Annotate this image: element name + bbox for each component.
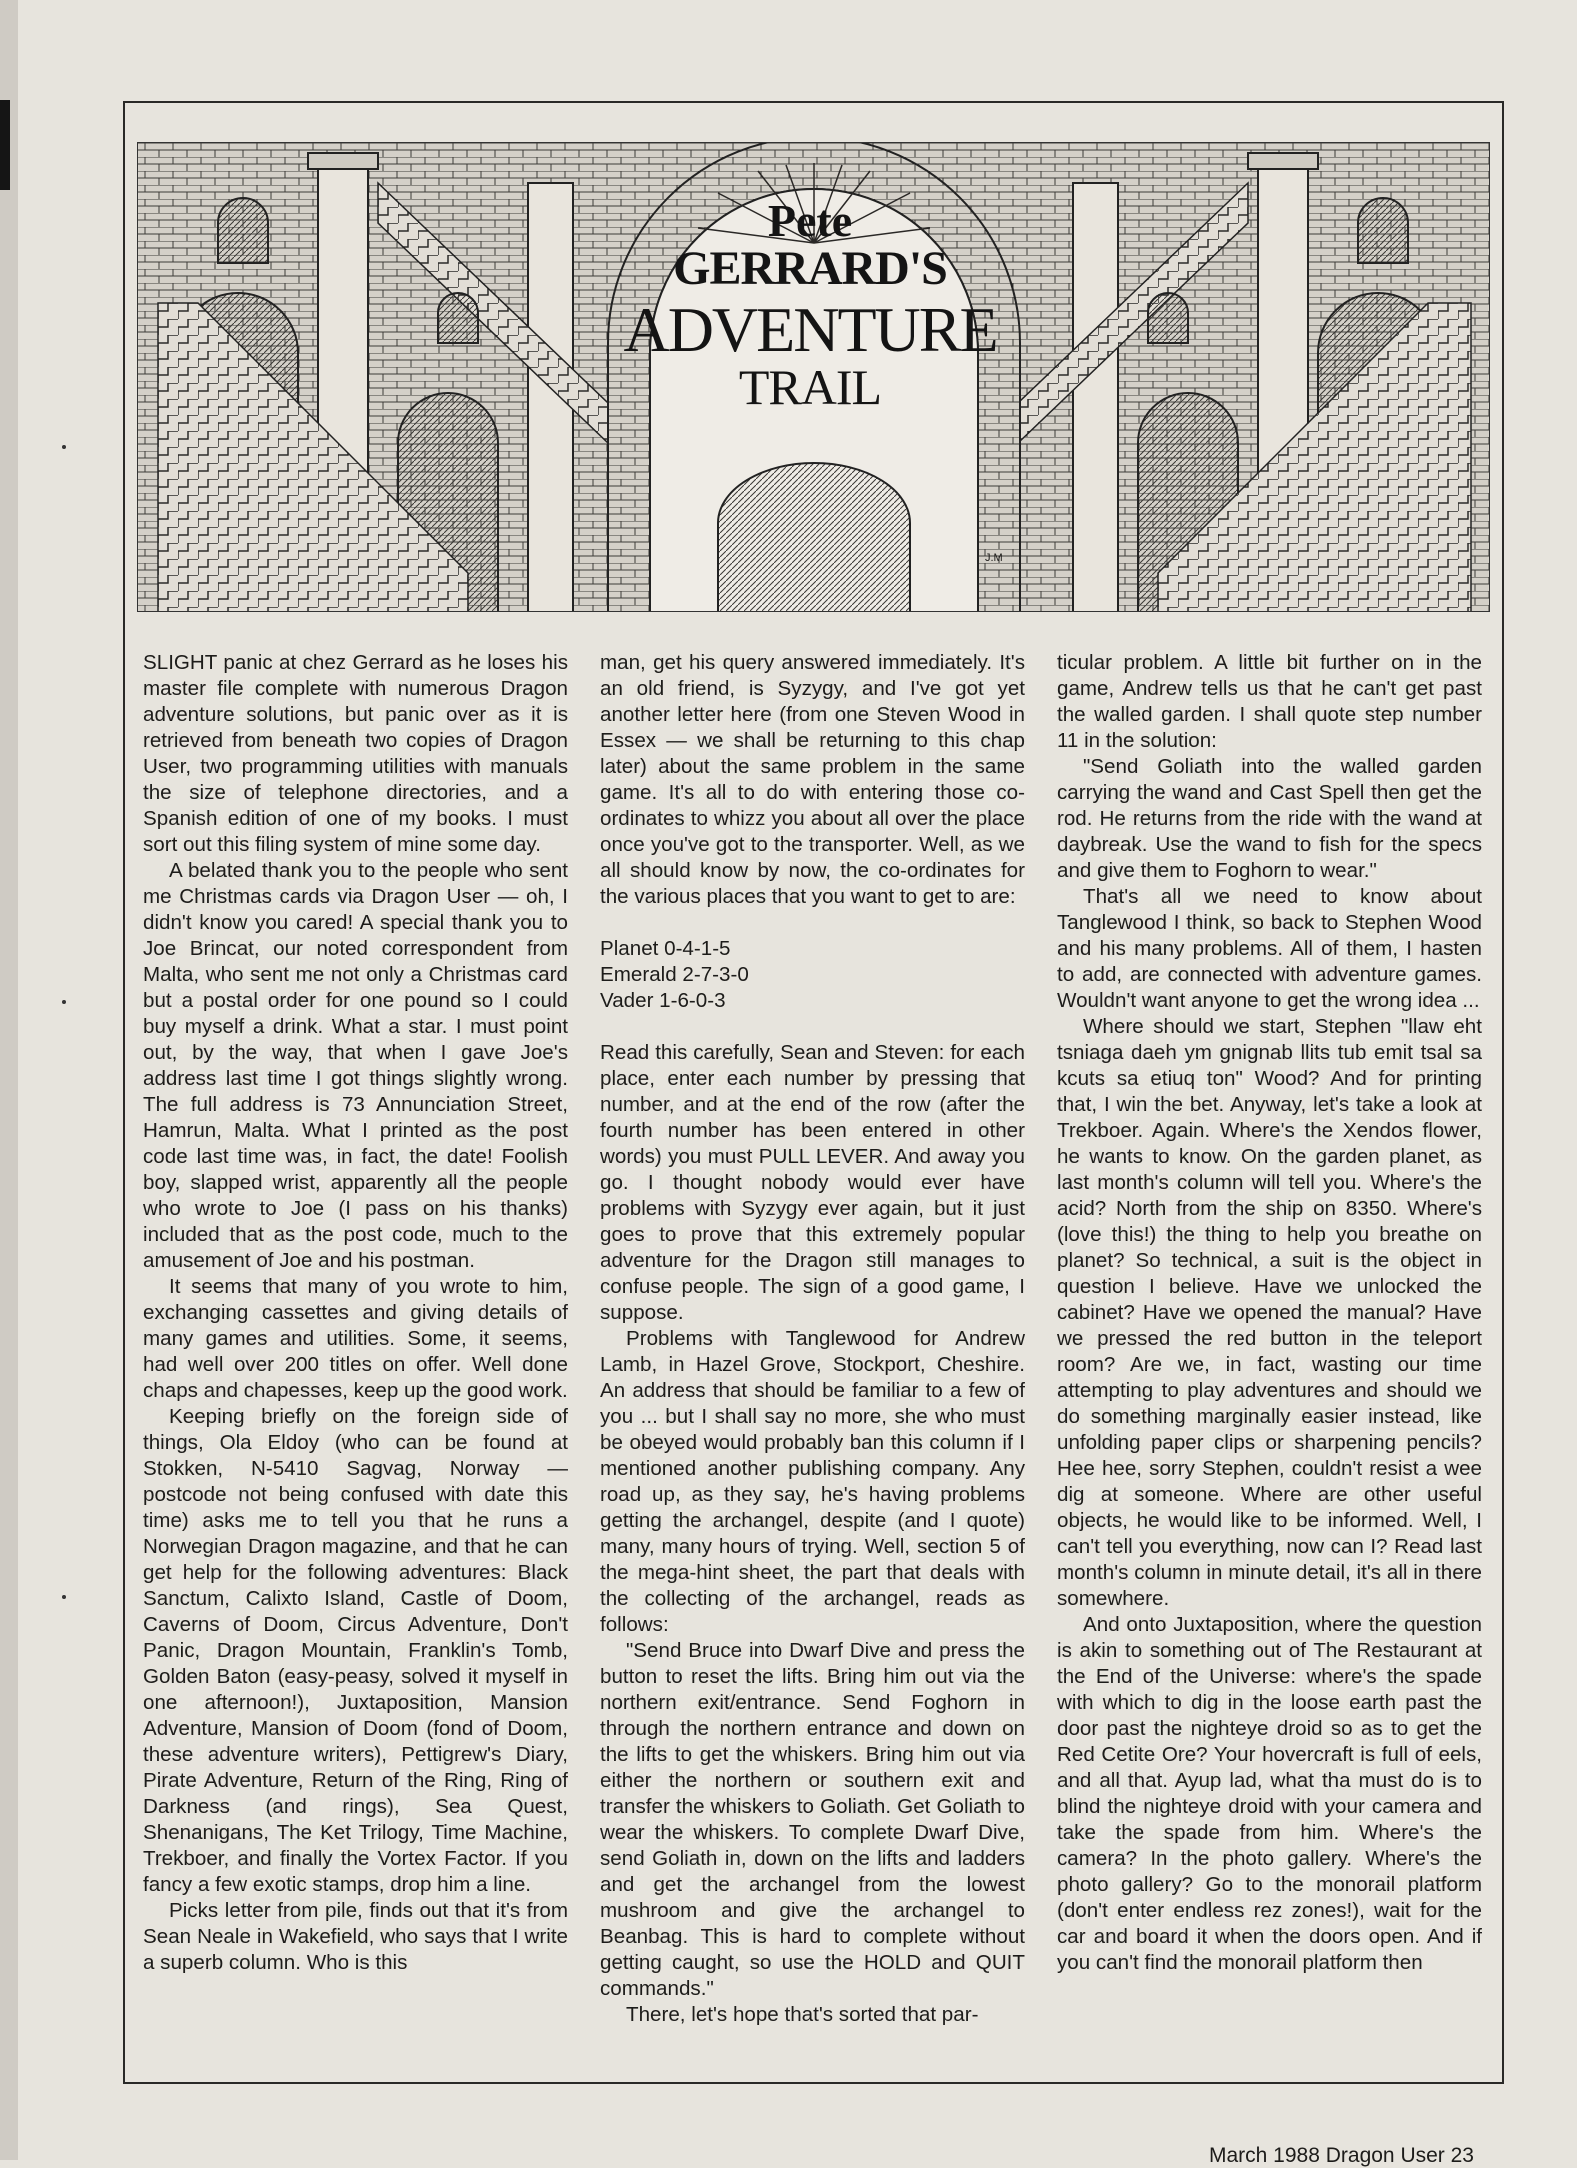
paragraph: SLIGHT panic at chez Gerrard as he loses his master file complete with numerous Dragon adventure solutions, but panic over as it is retrieved from beneath two copies of Dragon User, two programming utilities with manuals the size of telephone directories, and a Spanish edition of one of my books. I must sort out this filing system of mine some day.	[143, 651, 568, 856]
text-column-1	[143, 650, 568, 2075]
quote-paragraph: "Send Bruce into Dwarf Dive and press the button to reset the lifts. Bring him out via the northern exit/entrance. Send Foghorn in through the northern entrance and down on the lifts to get the whiskers. Bring him out via either the northern or southern exit and transfer the whiskers to Goliath. Get Goliath to wear the whiskers. To complete Dwarf Dive, send Goliath in, down on the lifts and ladders and get the archangel from the lowest mushroom and give the archangel to Beanbag. This is hard to complete without getting caught, so use the HOLD and QUIT commands."	[600, 1639, 1025, 2000]
margin-mark	[62, 1000, 66, 1004]
binding-tab	[0, 100, 10, 190]
title-trail: TRAIL	[738, 359, 882, 416]
margin-mark	[62, 1595, 66, 1599]
coordinate-line: Emerald 2-7-3-0	[600, 963, 749, 986]
paragraph: ticular problem. A little bit further on in the game, Andrew tells us that he can't get past the walled garden. I shall quote step number 11 in the solution:	[1057, 651, 1482, 752]
column-title	[600, 180, 1020, 440]
paragraph: Read this carefully, Sean and Steven: for each place, enter each number by pressing that number, and at the end of the row (after the fourth number has been entered in other words) you must PULL LEVER. And away you go. I thought nobody would ever have problems with Syzygy ever again, but it just goes to prove that this extremely popular adventure for the Dragon still manages to confuse people. The sign of a good game, I suppose.	[600, 1041, 1025, 1324]
text-column-3	[1057, 650, 1482, 2075]
title-author-first: Pete	[767, 195, 853, 246]
quote-paragraph: "Send Goliath into the walled garden carrying the wand and Cast Spell then get the rod. He returns from the ride with the wand at daybreak. Use the wand to fish for the specs and give them to Foghorn to wear."	[1057, 755, 1482, 882]
paragraph: Picks letter from pile, finds out that it's from Sean Neale in Wakefield, who says that I write a superb column. Who is this	[143, 1899, 568, 1974]
paragraph: Problems with Tanglewood for Andrew Lamb, in Hazel Grove, Stockport, Cheshire. An address that should be familiar to a few of you ... but I shall say no more, she who must be obeyed would probably ban this column if I mentioned another publishing company. Any road up, as they say, he's having problems getting the archangel, despite (and I quote) many, many hours of trying. Well, section 5 of the mega-hint sheet, the part that deals with the collecting of the archangel, reads as follows:	[600, 1327, 1025, 1636]
margin-mark	[62, 445, 66, 449]
paragraph: Where should we start, Stephen "llaw eht tsniaga daeh ym gnignab llits tub emit tsal sa kcuts sa etiuq ton" Wood? And for printing that, I win the bet. Anyway, let's take a look at Trekboer. Again. Where's the Xendos flower, he wants to know. On the garden planet, as last month's column will tell you. Where's the acid? North from the ship on 8350. Where's (love this!) the thing to help you breathe on planet? So technical, a suit is the object in question I believe. Have we unlocked the cabinet? Have we opened the manual? Have we pressed the red button in the teleport room? Are we, in fact, wasting our time attempting to play adventures and should we do something marginally easier instead, like unfolding paper clips or sharpening pencils? Hee hee, sorry Stephen, couldn't resist a wee dig at someone. Where are other useful objects, he would like to be informed. Well, I can't tell you everything, now can I? Read last month's column in minute detail, it's all in there somewhere.	[1057, 1015, 1482, 1610]
coordinate-line: Planet 0-4-1-5	[600, 937, 731, 960]
page-folio: March 1988 Dragon User 23	[1209, 2144, 1474, 2167]
binding-spine	[0, 0, 18, 2160]
text-column-2	[600, 650, 1025, 2075]
coordinate-line: Vader 1-6-0-3	[600, 989, 726, 1012]
title-adventure: ADVENTURE	[623, 294, 997, 366]
paragraph: man, get his query answered immediately. It's an old friend, is Syzygy, and I've got yet another letter here (from one Steven Wood in Essex — we shall be returning to this chap later) about the same problem in the same game. It's all to do with entering those co-ordinates to whizz you about all over the place once you've got to the transporter. Well, as we all should know by now, the co-ordinates for the various places that you want to get to are:	[600, 651, 1025, 908]
paragraph: Keeping briefly on the foreign side of things, Ola Eldoy (who can be found at Stokken, N-5410 Sagvag, Norway — postcode not being confused with date this time) asks me to tell you that he runs a Norwegian Dragon magazine, and that he can get help for the following adventures: Black Sanctum, Calixto Island, Castle of Doom, Caverns of Doom, Circus Adventure, Don't Panic, Dragon Mountain, Franklin's Tomb, Golden Baton (easy-peasy, solved it myself in one afternoon!), Juxtaposition, Mansion Adventure, Mansion of Doom (fond of Doom, these adventure writers), Pettigrew's Diary, Pirate Adventure, Return of the Ring, Ring of Darkness (and rings), Sea Quest, Shenanigans, The Ket Trilogy, Time Machine, Trekboer, and finally the Vortex Factor. If you fancy a few exotic stamps, drop him a line.	[143, 1405, 568, 1896]
paragraph: A belated thank you to the people who sent me Christmas cards via Dragon User — oh, I didn't know you cared! A special thank you to Joe Brincat, our noted correspondent from Malta, who sent me not only a Christmas card but a postal order for one pound so I could buy myself a drink. What a star. I must point out, by the way, that when I gave Joe's address last time I got things slightly wrong. The full address is 73 Annunciation Street, Hamrun, Malta. What I printed as the post code last time was, in fact, the date! Foolish boy, slapped wrist, apparently all the people who wrote to Joe (I pass on his thanks) included that as the post code, much to the amusement of Joe and his postman.	[143, 859, 568, 1272]
artist-initials: J.M	[985, 552, 1003, 564]
paragraph: There, let's hope that's sorted that par-	[626, 2003, 979, 2026]
title-author-last: GERRARD'S	[673, 242, 947, 295]
paragraph: And onto Juxtaposition, where the question is akin to something out of The Restaurant at the End of the Universe: where's the spade with which to dig in the loose earth past the door past the nighteye droid so as to get the Red Cetite Ore? Your hovercraft is full of eels, and all that. Ayup lad, what tha must do is to blind the nighteye droid with your camera and take the spade from him. Where's the camera? In the photo gallery. Where's the photo gallery? Go to the monorail platform (don't enter endless rez zones!), wait for the car and board it when the doors open. And if you can't find the monorail platform then	[1057, 1613, 1482, 1974]
paragraph: It seems that many of you wrote to him, exchanging cassettes and giving details of many games and utilities. Some, it seems, had well over 200 titles on offer. Well done chaps and chapesses, keep up the good work.	[143, 1275, 568, 1402]
paragraph: That's all we need to know about Tanglewood I think, so back to Stephen Wood and his many problems. All of them, I hasten to add, are connected with adventure games. Wouldn't want anyone to get the wrong idea ...	[1057, 885, 1482, 1012]
